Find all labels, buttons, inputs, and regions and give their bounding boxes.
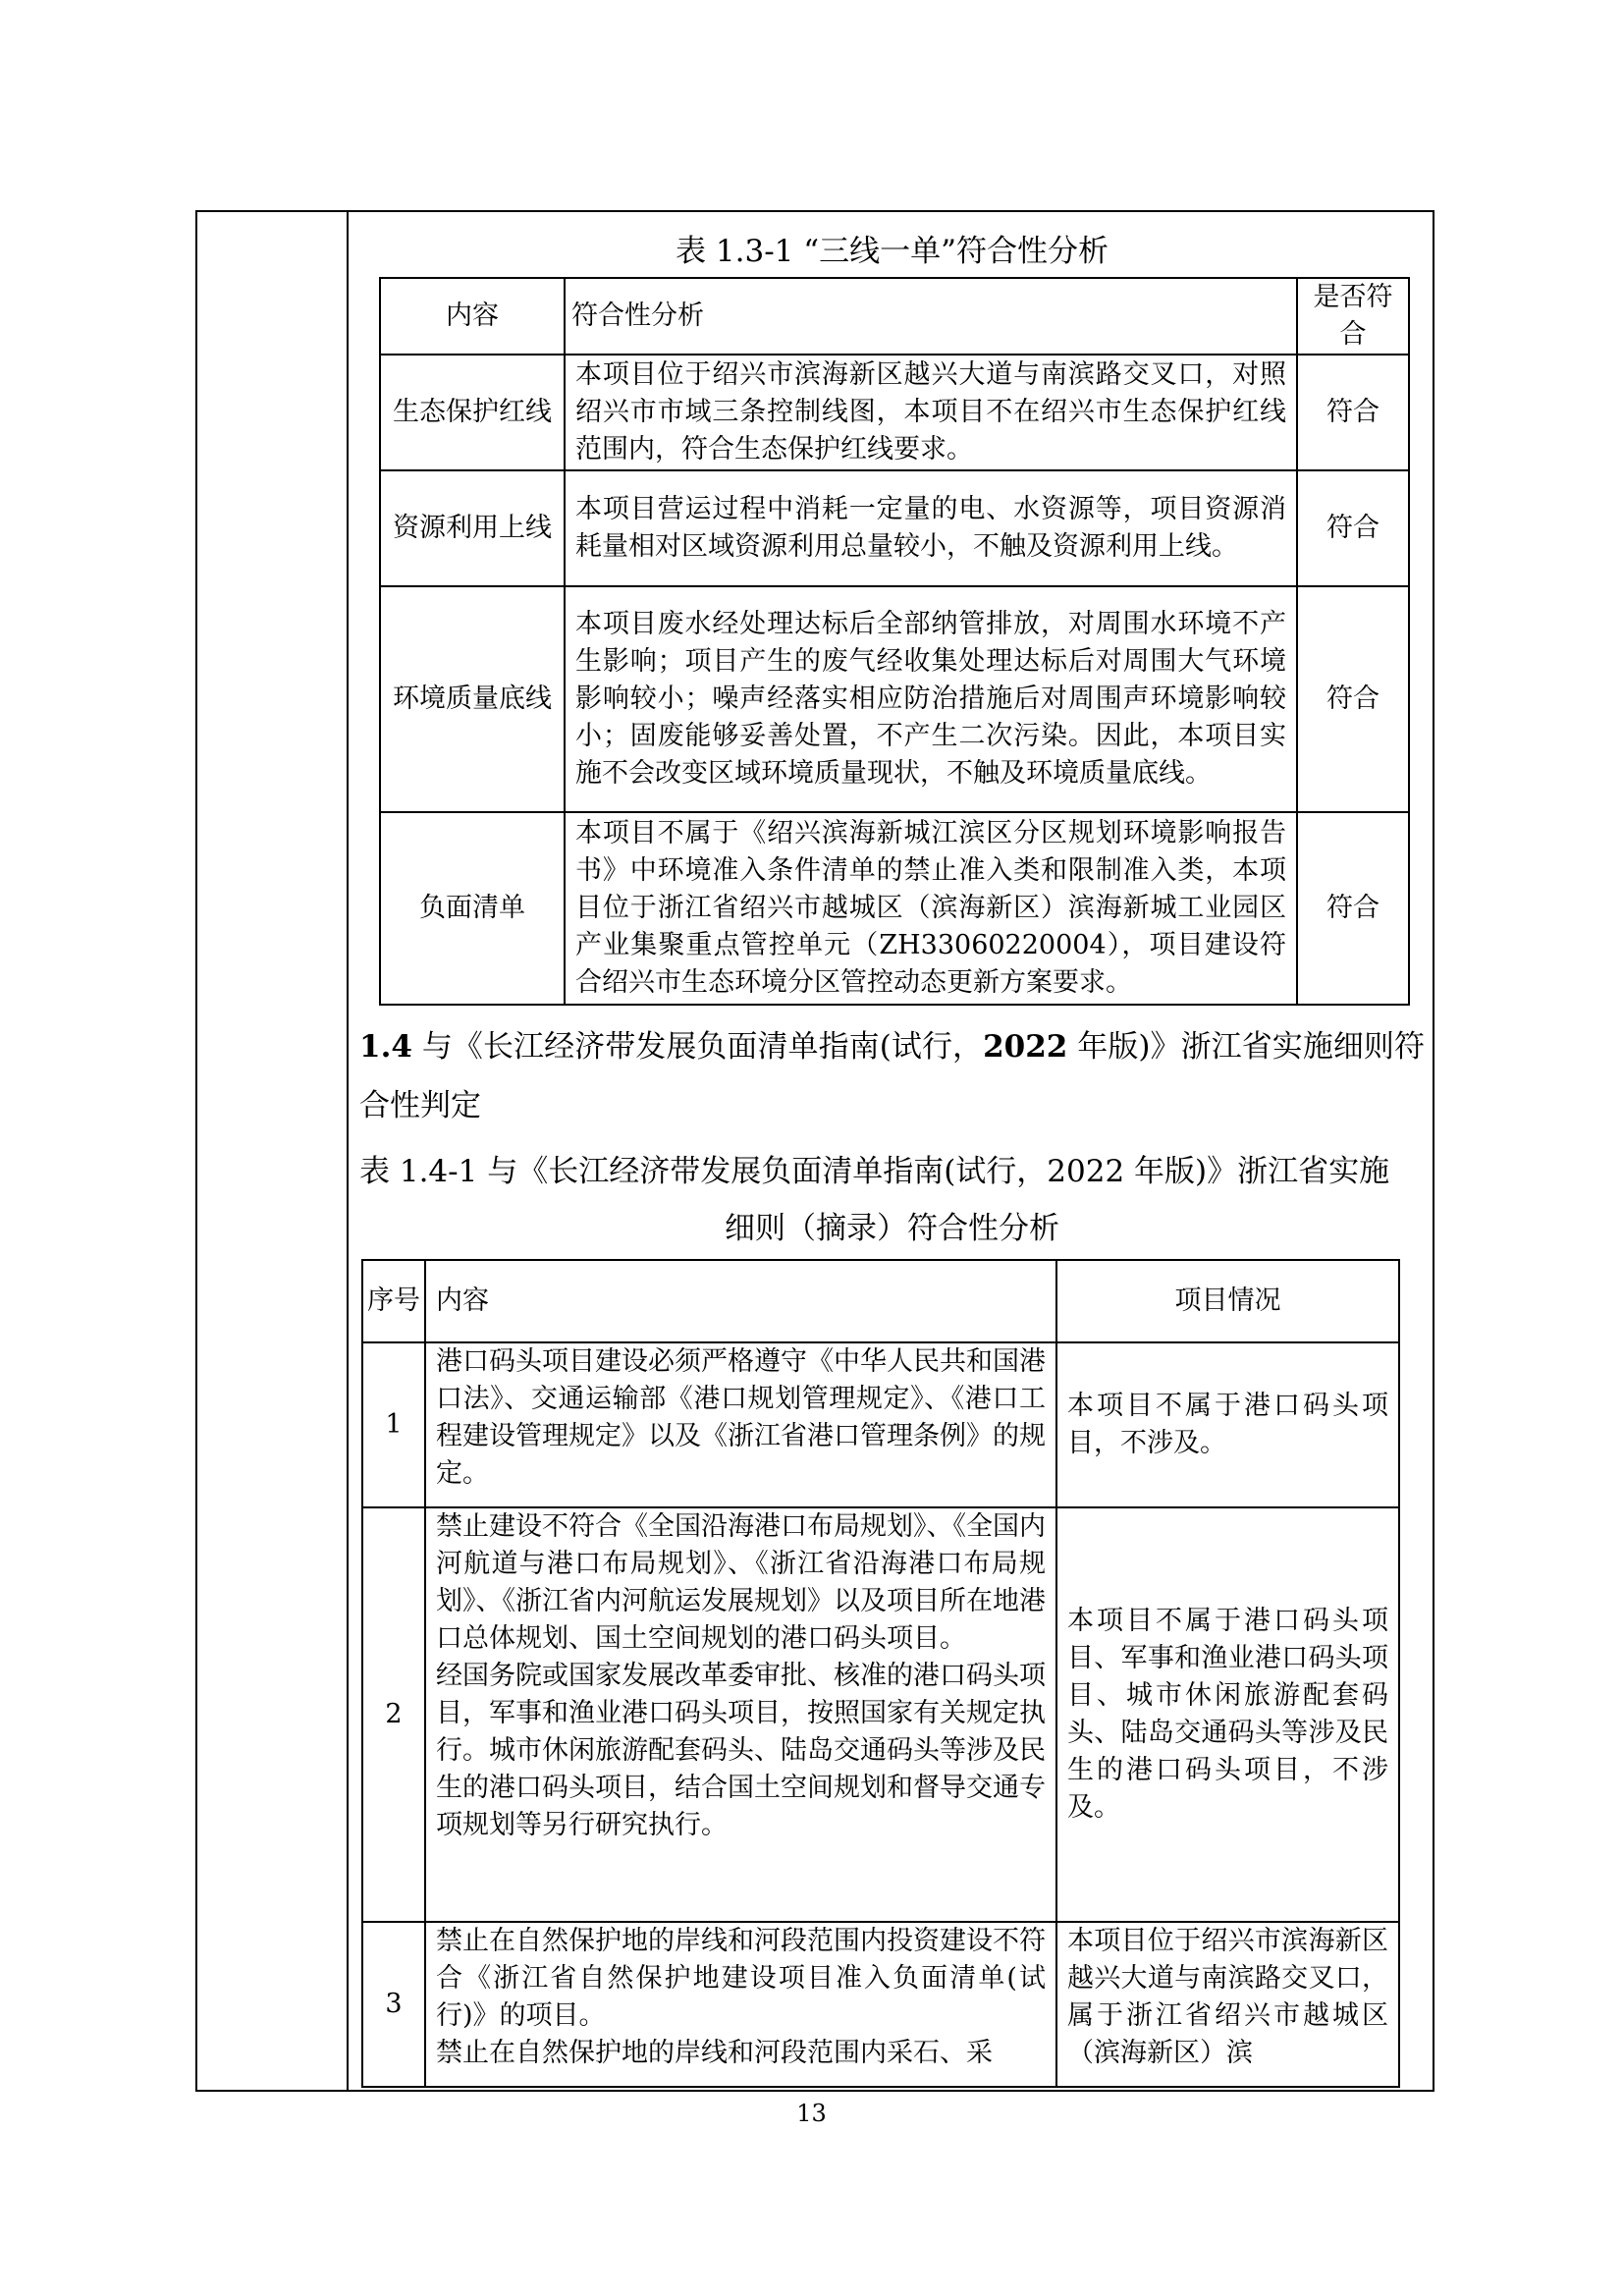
table1-header-result: 是否符合 — [1297, 278, 1409, 355]
table2-status: 本项目位于绍兴市滨海新区越兴大道与南滨路交叉口，属于浙江省绍兴市越城区（滨海新区）滨 — [1056, 1922, 1399, 2087]
table1-item: 生态保护红线 — [380, 355, 565, 470]
table2-caption-line1: 表 1.4-1 与《长江经济带发展负面清单指南(试行，2022 年版)》浙江省实施 — [359, 1154, 1390, 1189]
table-row — [380, 812, 1409, 1005]
table2-no: 1 — [362, 1342, 425, 1507]
table1-result: 符合 — [1297, 586, 1409, 812]
table2-content — [425, 1922, 1056, 2087]
section-title: 与《长江经济带发展负面清单指南(试行， — [411, 1029, 984, 1065]
table1-header-content: 内容 — [380, 278, 565, 355]
table1-header-analysis: 符合性分析 — [565, 278, 1297, 355]
table1-item: 环境质量底线 — [380, 586, 565, 812]
section-heading — [359, 1017, 1425, 1135]
table1-analysis: 本项目营运过程中消耗一定量的电、水资源等，项目资源消耗量相对区域资源利用总量较小，不触及资源利用上线。 — [565, 470, 1297, 586]
section-title-tail: 年版)》浙江省实施细则符合性判定 — [359, 1029, 1425, 1123]
table2-header-row — [362, 1260, 1399, 1342]
table-row — [362, 1922, 1399, 2087]
table1-analysis: 本项目位于绍兴市滨海新区越兴大道与南滨路交叉口，对照绍兴市市域三条控制线图，本项目不在绍兴市生态保护红线范围内，符合生态保护红线要求。 — [565, 355, 1297, 470]
table1-result: 符合 — [1297, 355, 1409, 470]
table1-header-row — [380, 278, 1409, 355]
table2-content-paragraph: 经国务院或国家发展改革委审批、核准的港口码头项目，军事和渔业港口码头项目，按照国家有关规定执行。城市休闲旅游配套码头、陆岛交通码头等涉及民生的港口码头项目，结合国土空间规划和督导交通专项规划等另行研究执行。 — [436, 1661, 1046, 1840]
table2-header-content: 内容 — [425, 1260, 1056, 1342]
table-row — [362, 1507, 1399, 1922]
frame-divider — [347, 212, 349, 2090]
page-number: 13 — [796, 2100, 827, 2127]
content-area — [359, 212, 1425, 2088]
table2-no: 3 — [362, 1922, 425, 2087]
table1-item: 负面清单 — [380, 812, 565, 1005]
table2-content — [425, 1342, 1056, 1507]
table-row — [362, 1342, 1399, 1507]
table2-caption-line2: 细则（摘录）符合性分析 — [725, 1211, 1059, 1246]
table1-analysis: 本项目废水经处理达标后全部纳管排放，对周围水环境不产生影响；项目产生的废气经收集处理达标后对周围大气环境影响较小；噪声经落实相应防治措施后对周围声环境影响较小；固废能够妥善处置，不产生二次污染。因此，本项目实施不会改变区域环境质量现状，不触及环境质量底线。 — [565, 586, 1297, 812]
table1-caption: 表 1.3-1 “三线一单”符合性分析 — [676, 234, 1109, 269]
table-row — [380, 586, 1409, 812]
page-frame — [195, 210, 1434, 2092]
table2-content — [425, 1507, 1056, 1922]
section-number: 1.4 — [359, 1029, 412, 1065]
table2-content-paragraph: 港口码头项目建设必须严格遵守《中华人民共和国港口法》、交通运输部《港口规划管理规定》、《港口工程建设管理规定》以及《浙江省港口管理条例》的规定。 — [436, 1346, 1046, 1489]
table2-no: 2 — [362, 1507, 425, 1922]
three-lines-table — [379, 277, 1410, 1006]
table2-content-paragraph: 禁止在自然保护地的岸线和河段范围内采石、采 — [436, 2038, 993, 2068]
table1-analysis: 本项目不属于《绍兴滨海新城江滨区分区规划环境影响报告书》中环境准入条件清单的禁止准入类和限制准入类，本项目位于浙江省绍兴市越城区（滨海新区）滨海新城工业园区产业集聚重点管控单元（ZH33060220004），项目建设符合绍兴市生态环境分区管控动态更新方案要求。 — [565, 812, 1297, 1005]
table-row — [380, 355, 1409, 470]
section-year: 2022 — [983, 1029, 1068, 1065]
table2-content-paragraph: 禁止在自然保护地的岸线和河段范围内投资建设不符合《浙江省自然保护地建设项目准入负面清单(试行)》的项目。 — [436, 1926, 1046, 2031]
yangtze-negative-list-table — [361, 1259, 1400, 2088]
table2-content-paragraph: 禁止建设不符合《全国沿海港口布局规划》、《全国内河航道与港口布局规划》、《浙江省沿海港口布局规划》、《浙江省内河航运发展规划》以及项目所在地港口总体规划、国土空间规划的港口码头项目。 — [436, 1511, 1046, 1654]
table1-result: 符合 — [1297, 812, 1409, 1005]
table2-header-status: 项目情况 — [1056, 1260, 1399, 1342]
table2-status: 本项目不属于港口码头项目、军事和渔业港口码头项目、城市休闲旅游配套码头、陆岛交通码头等涉及民生的港口码头项目，不涉及。 — [1056, 1507, 1399, 1922]
table-row — [380, 470, 1409, 586]
table1-item: 资源利用上线 — [380, 470, 565, 586]
table2-header-no: 序号 — [362, 1260, 425, 1342]
table2-status: 本项目不属于港口码头项目，不涉及。 — [1056, 1342, 1399, 1507]
table1-result: 符合 — [1297, 470, 1409, 586]
